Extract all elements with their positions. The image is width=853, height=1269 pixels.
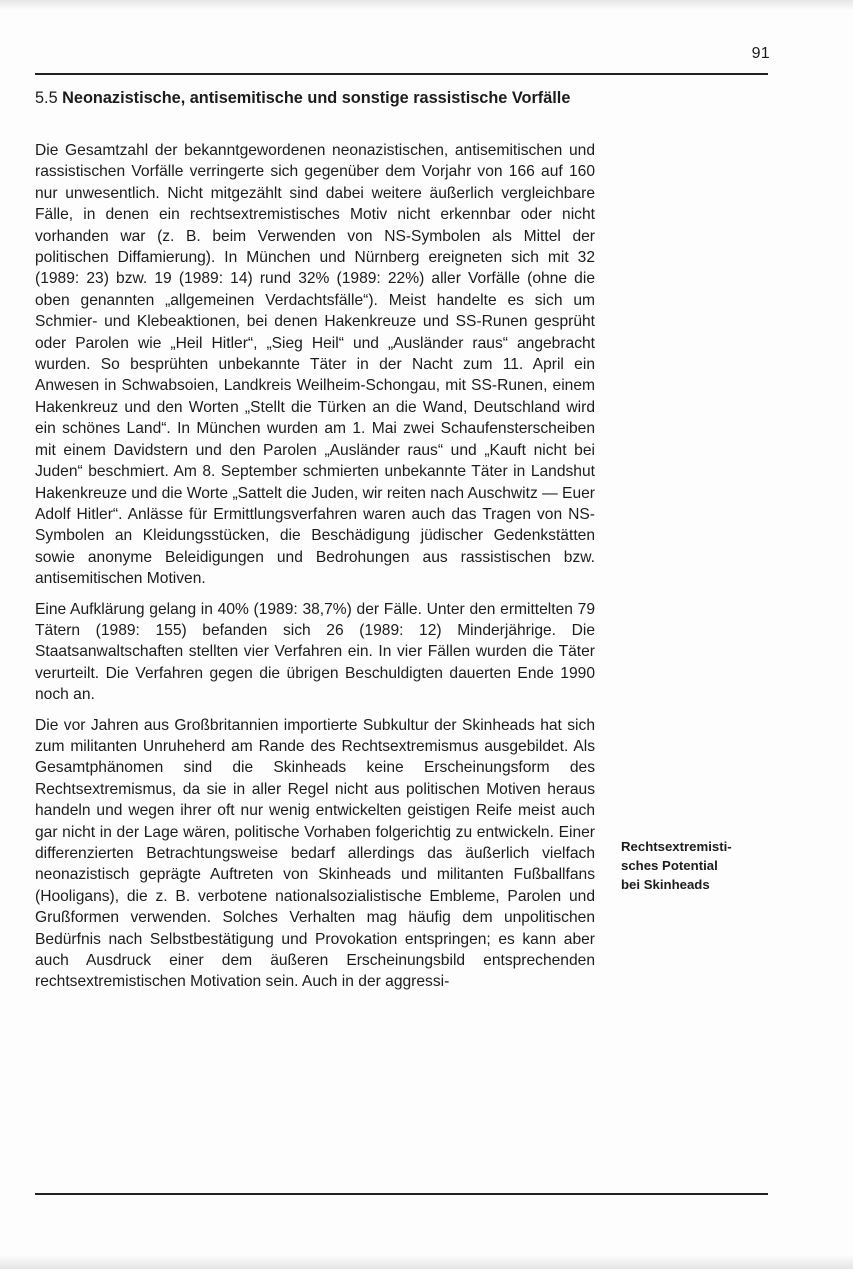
scan-edge-top — [0, 0, 853, 10]
page-number: 91 — [751, 45, 770, 62]
header-rule — [35, 73, 768, 75]
footer-rule — [35, 1193, 768, 1195]
paragraph: Die vor Jahren aus Großbritannien importierte Subkultur der Skinheads hat sich zum militanten Unruheherd am Rande des Rechtsextremismus ausgebildet. Als Gesamtphänomen sind die Skinheads keine Erscheinungsform des Rechtsextremismus, da sie in aller Regel nicht aus politischen Motiven heraus handeln und wegen ihrer oft nur wenig entwickelten geistigen Reife meist auch gar nicht in der Lage wären, politische Vorhaben folgerichtig zu entwickeln. Einer differenzierten Betrachtungsweise bedarf allerdings das äußerlich vielfach neonazistisch geprägte Auftreten von Skinheads und militanten Fußballfans (Hooligans), die z. B. verbotene nationalsozialistische Embleme, Parolen und Grußformen verwenden. Solches Verhalten mag häufig dem unpolitischen Bedürfnis nach Selbstbestätigung und Provokation entspringen; es kann aber auch Ausdruck einer dem äußeren Erscheinungsbild entsprechenden rechtsextremistischen Motivation sein. Auch in der aggressi- — [35, 716, 595, 991]
body-text — [35, 140, 595, 1002]
section-number: 5.5 — [35, 89, 58, 107]
margin-note: Rechtsextremisti- sches Potential bei Skinheads — [621, 839, 732, 892]
paragraph: Eine Aufklärung gelang in 40% (1989: 38,7%) der Fälle. Unter den ermittelten 79 Tätern (1989: 155) befanden sich 26 (1989: 12) Minderjährige. Die Staatsanwaltschaften stellten vier Verfahren ein. In vier Fällen wurden die Täter verurteilt. Die Verfahren gegen die übrigen Beschuldigten dauerten Ende 1990 noch an. — [35, 600, 595, 704]
scan-edge-bottom — [0, 1255, 853, 1269]
paragraph: Die Gesamtzahl der bekanntgewordenen neonazistischen, antisemitischen und rassistischen Vorfälle verringerte sich gegenüber dem Vorjahr von 166 auf 160 nur unwesentlich. Nicht mitgezählt sind dabei weitere äußerlich vergleichbare Fälle, in denen ein rechtsextremistisches Motiv nicht erkennbar oder nicht vorhanden war (z. B. beim Verwenden von NS-Symbolen als Mittel der politischen Diffamierung). In München und Nürnberg ereigneten sich mit 32 (1989: 23) bzw. 19 (1989: 14) rund 32% (1989: 22%) aller Vorfälle (ohne die oben genannten „allgemeinen Verdachtsfälle“). Meist handelte es sich um Schmier- und Klebeaktionen, bei denen Hakenkreuze und SS-Runen gesprüht oder Parolen wie „Heil Hitler“, „Sieg Heil“ und „Ausländer raus“ angebracht wurden. So besprühten unbekannte Täter in der Nacht zum 11. April ein Anwesen in Schwabsoien, Landkreis Weilheim-Schongau, mit SS-Runen, einem Hakenkreuz und den Worten „Stellt die Türken an die Wand, Deutschland wird ein schönes Land“. In München wurden am 1. Mai zwei Schaufensterscheiben mit einem Davidstern und den Parolen „Ausländer raus“ und „Kauft nicht bei Juden“ beschmiert. Am 8. September schmierten unbekannte Täter in Landshut Hakenkreuze und die Worte „Sattelt die Juden, wir reiten nach Auschwitz — Euer Adolf Hitler“. Anlässe für Ermittlungsverfahren waren auch das Tragen von NS-Symbolen an Kleidungsstücken, die Beschädigung jüdischer Gedenkstätten sowie anonyme Beleidigungen und Bedrohungen aus rassistischen bzw. antisemitischen Motiven. — [35, 142, 595, 588]
section-title: Neonazistische, antisemitische und sonstige rassistische Vorfälle — [62, 89, 571, 107]
section-heading — [35, 88, 610, 109]
